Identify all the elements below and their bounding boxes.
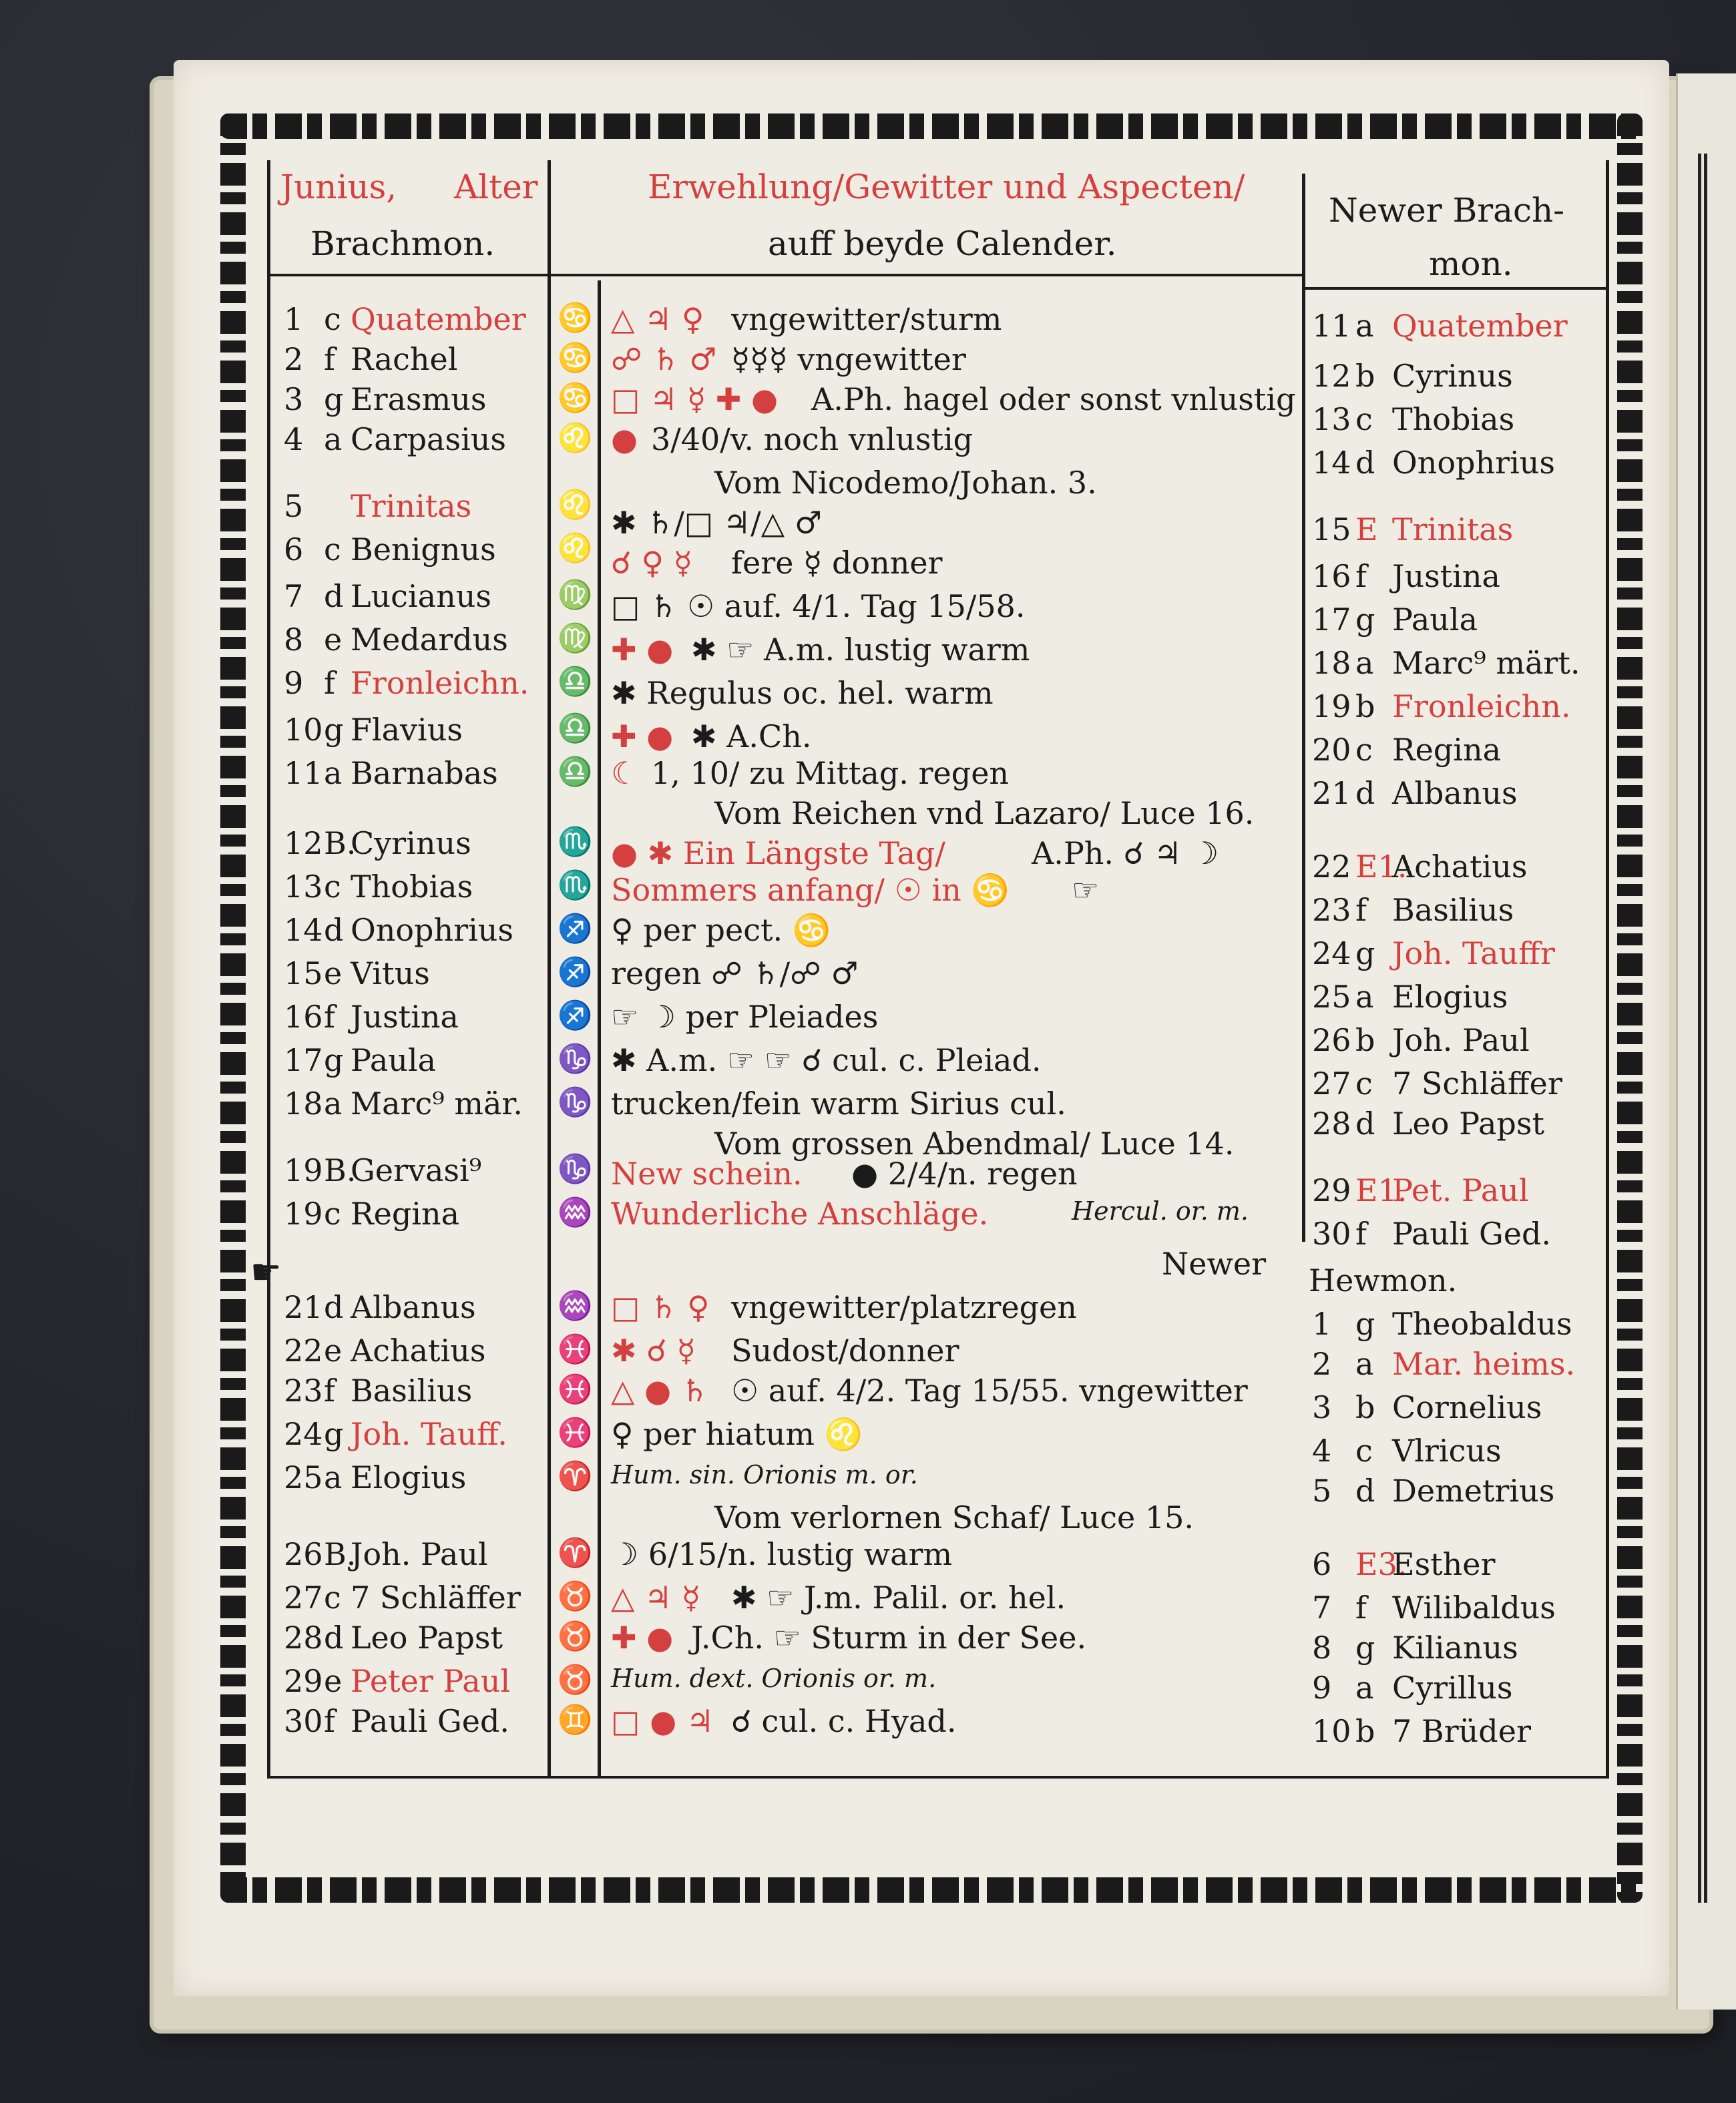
rule-header-right: [1302, 287, 1606, 290]
new-day-letter: g: [1355, 935, 1375, 971]
aspect-text: regen ☍ ♄/☍ ♂: [611, 955, 859, 991]
new-day-number: 6: [1312, 1546, 1332, 1582]
old-day-number: 16: [284, 999, 323, 1035]
new-saint-name: Hewmon.: [1309, 1262, 1458, 1299]
new-day-letter: c: [1355, 401, 1373, 437]
aspect-text: 1, 10/ zu Mittag. regen: [651, 755, 1010, 791]
new-day-letter: c: [1355, 732, 1373, 768]
new-day-number: 2: [1312, 1346, 1332, 1382]
new-day-number: 8: [1312, 1630, 1332, 1666]
aspect-symbols-red: □ ♄ ♀: [611, 1289, 710, 1325]
border-left: [220, 113, 246, 1903]
old-saint-name: Joh. Paul: [351, 1536, 488, 1572]
new-day-letter: g: [1355, 1306, 1375, 1342]
new-day-number: 23: [1312, 892, 1351, 928]
old-day-letter: c: [324, 1580, 341, 1616]
new-day-letter: E3.: [1355, 1546, 1407, 1582]
new-day-number: 29: [1312, 1172, 1351, 1208]
rule-right-edge: [1606, 160, 1609, 1776]
aspect-symbols-red: New schein.: [611, 1156, 803, 1192]
zodiac-sign-icon: ♌: [558, 488, 593, 521]
new-day-number: 19: [1312, 688, 1351, 724]
old-day-letter: d: [324, 1289, 344, 1325]
new-saint-name: Kilianus: [1392, 1630, 1518, 1666]
old-day-letter: g: [324, 1416, 344, 1452]
new-saint-name: 7 Brüder: [1392, 1713, 1531, 1749]
old-saint-name: Regina: [351, 1196, 460, 1232]
new-saint-name: Onophrius: [1392, 445, 1556, 481]
zodiac-sign-icon: ♏: [558, 869, 593, 901]
rule-header: [267, 274, 1302, 276]
old-saint-name: Basilius: [351, 1373, 473, 1409]
old-saint-name: Lucianus: [351, 578, 491, 614]
old-day-number: 4: [284, 421, 304, 457]
new-day-letter: b: [1355, 1389, 1375, 1425]
header-center-title: Erwehlung/Gewitter und Aspecten/: [648, 168, 1245, 206]
old-day-number: 30: [284, 1703, 323, 1739]
new-day-number: 24: [1312, 935, 1351, 971]
new-day-letter: d: [1355, 445, 1375, 481]
new-day-letter: b: [1355, 1022, 1375, 1058]
zodiac-sign-icon: ♎: [558, 712, 593, 744]
aspect-symbols-red: △ ● ♄: [611, 1373, 708, 1409]
new-day-letter: d: [1355, 1473, 1375, 1509]
old-saint-name: Cyrinus: [351, 825, 471, 861]
old-saint-name: Peter Paul: [351, 1663, 511, 1699]
old-saint-name: Joh. Tauff.: [351, 1416, 507, 1452]
old-day-number: 15: [284, 955, 323, 991]
zodiac-sign-icon: ♍: [558, 622, 593, 654]
old-day-number: 2: [284, 341, 304, 377]
aspect-symbols-red: ●: [611, 421, 638, 457]
aspect-symbols-red: □ ♃ ☿ ✚ ●: [611, 381, 779, 417]
aspect-text: ✱ A.m. ☞ ☞ ☌ cul. c. Pleiad.: [611, 1042, 1042, 1078]
aspect-text: vngewitter/sturm: [731, 301, 1002, 337]
old-day-number: 27: [284, 1580, 323, 1616]
old-day-number: 11: [284, 755, 323, 791]
new-day-letter: g: [1355, 602, 1375, 638]
zodiac-sign-icon: ♑: [558, 1086, 593, 1118]
new-day-letter: a: [1355, 645, 1374, 681]
old-day-number: 5: [284, 488, 304, 524]
old-saint-name: Onophrius: [351, 912, 514, 948]
aspect-text: J.Ch. ☞ Sturm in der See.: [691, 1620, 1087, 1656]
new-day-letter: d: [1355, 1106, 1375, 1142]
old-day-letter: a: [324, 421, 343, 457]
new-day-number: 28: [1312, 1106, 1351, 1142]
old-day-number: 12: [284, 825, 323, 861]
new-day-number: 13: [1312, 401, 1351, 437]
zodiac-sign-icon: ♈: [558, 1536, 593, 1569]
rule-bottom: [267, 1776, 1609, 1779]
header-right-title: Newer Brach-: [1329, 191, 1565, 230]
new-day-letter: E1.: [1355, 1172, 1407, 1208]
zodiac-sign-icon: ♑: [558, 1042, 593, 1075]
aspect-symbols-red: ✚ ●: [611, 718, 674, 754]
aspect-text: ✱ Regulus oc. hel. warm: [611, 675, 994, 711]
aspect-text: ☽ 6/15/n. lustig warm: [611, 1536, 953, 1572]
zodiac-sign-icon: ♎: [558, 755, 593, 788]
new-day-letter: E: [1355, 511, 1378, 547]
old-day-number: 10: [284, 712, 323, 748]
new-saint-name: Joh. Tauffr: [1392, 935, 1555, 971]
zodiac-sign-icon: ♐: [558, 955, 593, 988]
aspect-symbols-red: ☍ ♄ ♂: [611, 341, 717, 377]
old-day-letter: a: [324, 755, 343, 791]
old-day-letter: e: [324, 622, 343, 658]
new-saint-name: Cyrillus: [1392, 1670, 1513, 1706]
aspect-text: trucken/fein warm Sirius cul.: [611, 1086, 1066, 1122]
old-day-letter: B.: [324, 825, 357, 861]
old-day-number: 1: [284, 301, 304, 337]
new-saint-name: Theobaldus: [1392, 1306, 1572, 1342]
old-day-number: 22: [284, 1333, 323, 1369]
new-saint-name: Justina: [1392, 558, 1500, 594]
aspect-text: A.Ph. ☌ ♃ ☽: [1032, 835, 1219, 871]
new-day-letter: a: [1355, 1670, 1374, 1706]
old-saint-name: Achatius: [351, 1333, 486, 1369]
old-day-number: 7: [284, 578, 304, 614]
new-day-number: 27: [1312, 1066, 1351, 1102]
old-day-number: 19: [284, 1196, 323, 1232]
new-saint-name: Elogius: [1392, 979, 1508, 1015]
old-saint-name: Thobias: [351, 869, 473, 905]
aspect-symbols-red: ✚ ●: [611, 1620, 674, 1656]
new-saint-name: Demetrius: [1392, 1473, 1555, 1509]
aspect-symbols-red: Sommers anfang/ ☉ in ♋: [611, 872, 1010, 908]
aspect-symbols-red: Wunderliche Anschläge.: [611, 1196, 989, 1232]
old-saint-name: Paula: [351, 1042, 437, 1078]
old-day-number: 24: [284, 1416, 323, 1452]
zodiac-sign-icon: ♌: [558, 531, 593, 564]
aspect-text: ✱ ♄/□ ♃/△ ♂: [611, 505, 822, 541]
old-day-letter: d: [324, 912, 344, 948]
old-day-number: 17: [284, 1042, 323, 1078]
new-day-letter: E1.: [1355, 849, 1407, 885]
aspect-text: Vom verlornen Schaf/ Luce 15.: [714, 1499, 1195, 1536]
aspect-text: Hum. dext. Orionis or. m.: [611, 1664, 937, 1693]
old-saint-name: Flavius: [351, 712, 463, 748]
old-day-number: 25: [284, 1459, 323, 1495]
old-saint-name: Medardus: [351, 622, 508, 658]
aspect-text: ♀ per pect. ♋: [611, 912, 831, 948]
zodiac-sign-icon: ♊: [558, 1703, 593, 1736]
zodiac-sign-icon: ♎: [558, 665, 593, 698]
old-saint-name: Erasmus: [351, 381, 487, 417]
old-saint-name: Marc⁹ mär.: [351, 1086, 523, 1122]
aspect-text: Hum. sin. Orionis m. or.: [611, 1460, 918, 1489]
new-day-number: 9: [1312, 1670, 1332, 1706]
zodiac-sign-icon: ♏: [558, 825, 593, 858]
new-day-letter: b: [1355, 358, 1375, 394]
header-left-subtitle: Brachmon.: [310, 224, 495, 263]
aspect-symbols-red: ✚ ●: [611, 632, 674, 668]
old-saint-name: Barnabas: [351, 755, 498, 791]
old-day-number: 18: [284, 1086, 323, 1122]
old-day-letter: g: [324, 712, 344, 748]
pointing-hand-icon: ☛: [250, 1252, 282, 1293]
new-day-number: 12: [1312, 358, 1351, 394]
new-saint-name: Pet. Paul: [1392, 1172, 1529, 1208]
new-saint-name: Fronleichn.: [1392, 688, 1571, 724]
new-day-letter: f: [1355, 892, 1367, 928]
new-day-letter: a: [1355, 308, 1374, 344]
old-day-number: 19: [284, 1152, 323, 1188]
aspect-text: Newer: [1162, 1246, 1267, 1282]
old-saint-name: Carpasius: [351, 421, 507, 457]
new-saint-name: 7 Schläffer: [1392, 1066, 1562, 1102]
new-saint-name: Regina: [1392, 732, 1502, 768]
old-day-number: 13: [284, 869, 323, 905]
old-saint-name: Rachel: [351, 341, 458, 377]
old-day-letter: d: [324, 1620, 344, 1656]
aspect-text: Vom grossen Abendmal/ Luce 14.: [714, 1126, 1235, 1162]
zodiac-sign-icon: ♓: [558, 1416, 593, 1449]
old-day-number: 9: [284, 665, 304, 701]
aspect-text: A.Ph. hagel oder sonst vnlustig: [811, 381, 1296, 417]
new-day-number: 16: [1312, 558, 1351, 594]
aspect-text: ✱ A.Ch.: [691, 718, 812, 754]
aspect-text: 3/40/v. noch vnlustig: [651, 421, 973, 457]
old-day-letter: c: [324, 301, 341, 337]
old-saint-name: Fronleichn.: [351, 665, 529, 701]
aspect-text: vngewitter/platzregen: [731, 1289, 1077, 1325]
aspect-symbols-red: □ ● ♃: [611, 1703, 714, 1739]
zodiac-sign-icon: ♌: [558, 421, 593, 454]
new-day-number: 25: [1312, 979, 1351, 1015]
zodiac-sign-icon: ♓: [558, 1373, 593, 1405]
new-day-number: 4: [1312, 1433, 1332, 1469]
new-day-letter: d: [1355, 775, 1375, 811]
old-day-letter: B.: [324, 1152, 357, 1188]
old-saint-name: Pauli Ged.: [351, 1703, 510, 1739]
aspect-text: ☌ cul. c. Hyad.: [731, 1703, 957, 1739]
zodiac-sign-icon: ♒: [558, 1289, 593, 1322]
aspect-text: Hercul. or. m.: [1072, 1196, 1249, 1226]
rule-left-edge: [267, 160, 270, 1776]
rule-old-cal: [548, 160, 551, 1776]
new-saint-name: Marc⁹ märt.: [1392, 645, 1580, 681]
aspect-text: Sudost/donner: [731, 1333, 959, 1369]
new-saint-name: Joh. Paul: [1392, 1022, 1530, 1058]
aspect-text: ♀ per hiatum ♌: [611, 1416, 863, 1452]
new-day-letter: c: [1355, 1066, 1373, 1102]
old-day-letter: g: [324, 381, 344, 417]
new-day-letter: b: [1355, 1713, 1375, 1749]
new-day-number: 15: [1312, 511, 1351, 547]
old-saint-name: Quatember: [351, 301, 526, 337]
aspect-text: Vom Reichen vnd Lazaro/ Luce 16.: [714, 795, 1255, 831]
new-saint-name: Paula: [1392, 602, 1478, 638]
new-saint-name: Leo Papst: [1392, 1106, 1544, 1142]
old-day-letter: f: [324, 1373, 336, 1409]
old-saint-name: Elogius: [351, 1459, 467, 1495]
zodiac-sign-icon: ♋: [558, 381, 593, 414]
new-day-number: 10: [1312, 1713, 1351, 1749]
zodiac-sign-icon: ♈: [558, 1459, 593, 1492]
new-day-number: 20: [1312, 732, 1351, 768]
old-day-number: 28: [284, 1620, 323, 1656]
aspect-text: ✱ ☞ J.m. Palil. or. hel.: [731, 1580, 1066, 1616]
zodiac-sign-icon: ♋: [558, 301, 593, 334]
border-top: [220, 113, 1643, 139]
new-day-number: 22: [1312, 849, 1351, 885]
aspect-symbols-red: ✱ ☌ ☿: [611, 1333, 696, 1369]
new-day-number: 14: [1312, 445, 1351, 481]
aspect-symbols-red: △ ♃ ♀: [611, 301, 704, 337]
new-day-number: 26: [1312, 1022, 1351, 1058]
aspect-text: fere ☿ donner: [731, 545, 943, 581]
aspect-text: ☞: [1072, 872, 1100, 908]
aspect-symbols-red: ☌ ♀ ☿: [611, 545, 692, 581]
border-bottom: [220, 1877, 1643, 1903]
old-day-letter: a: [324, 1459, 343, 1495]
facing-page-edge: [1676, 73, 1736, 2010]
aspect-text: ● 2/4/n. regen: [851, 1156, 1078, 1192]
zodiac-sign-icon: ♉: [558, 1580, 593, 1612]
old-saint-name: Vitus: [351, 955, 430, 991]
old-day-letter: e: [324, 1663, 343, 1699]
aspect-text: ☞ ☽ per Pleiades: [611, 999, 879, 1035]
old-day-letter: c: [324, 869, 341, 905]
new-saint-name: Achatius: [1392, 849, 1528, 885]
new-day-letter: f: [1355, 1216, 1367, 1252]
old-saint-name: 7 Schläffer: [351, 1580, 521, 1616]
new-saint-name: Cornelius: [1392, 1389, 1542, 1425]
old-day-letter: c: [324, 531, 341, 567]
old-day-letter: a: [324, 1086, 343, 1122]
aspect-text: ✱ ☞ A.m. lustig warm: [691, 632, 1030, 668]
zodiac-sign-icon: ♉: [558, 1620, 593, 1652]
zodiac-sign-icon: ♉: [558, 1663, 593, 1696]
aspect-symbols-red: △ ♃ ☿: [611, 1580, 701, 1616]
old-saint-name: Trinitas: [351, 488, 472, 524]
aspect-symbols-red: ● ✱ Ein Längste Tag/: [611, 835, 945, 871]
aspect-text: Vom Nicodemo/Johan. 3.: [714, 465, 1097, 501]
aspect-text: ☿☿☿ vngewitter: [731, 341, 966, 377]
new-day-number: 11: [1312, 308, 1351, 344]
zodiac-sign-icon: ♍: [558, 578, 593, 611]
new-day-letter: a: [1355, 1346, 1374, 1382]
old-day-number: 14: [284, 912, 323, 948]
new-saint-name: Vlricus: [1392, 1433, 1502, 1469]
old-day-letter: d: [324, 578, 344, 614]
new-day-letter: f: [1355, 1590, 1367, 1626]
new-saint-name: Wilibaldus: [1392, 1590, 1556, 1626]
old-day-number: 26: [284, 1536, 323, 1572]
old-saint-name: Gervasi⁹: [351, 1152, 482, 1188]
old-saint-name: Albanus: [351, 1289, 476, 1325]
new-day-number: 17: [1312, 602, 1351, 638]
new-day-number: 7: [1312, 1590, 1332, 1626]
new-day-letter: f: [1355, 558, 1367, 594]
new-saint-name: Albanus: [1392, 775, 1518, 811]
old-day-letter: e: [324, 955, 343, 991]
old-day-number: 23: [284, 1373, 323, 1409]
old-day-letter: f: [324, 1703, 336, 1739]
new-day-number: 3: [1312, 1389, 1332, 1425]
old-day-letter: g: [324, 1042, 344, 1078]
rule-sign-col: [598, 280, 601, 1776]
old-day-number: 3: [284, 381, 304, 417]
aspect-text: □ ♄ ☉ auf. 4/1. Tag 15/58.: [611, 588, 1026, 624]
new-day-number: 18: [1312, 645, 1351, 681]
old-saint-name: Leo Papst: [351, 1620, 503, 1656]
new-day-number: 1: [1312, 1306, 1332, 1342]
new-day-number: 30: [1312, 1216, 1351, 1252]
new-day-number: 5: [1312, 1473, 1332, 1509]
header-old: Alter: [454, 168, 538, 206]
header-right-subtitle: mon.: [1429, 244, 1513, 283]
old-day-number: 8: [284, 622, 304, 658]
new-saint-name: Quatember: [1392, 308, 1568, 344]
old-day-letter: c: [324, 1196, 341, 1232]
new-saint-name: Thobias: [1392, 401, 1515, 437]
old-day-number: 29: [284, 1663, 323, 1699]
new-saint-name: Cyrinus: [1392, 358, 1513, 394]
old-day-letter: f: [324, 665, 336, 701]
aspect-text: ☉ auf. 4/2. Tag 15/55. vngewitter: [731, 1373, 1248, 1409]
old-day-number: 6: [284, 531, 304, 567]
new-saint-name: Mar. heims.: [1392, 1346, 1576, 1382]
old-day-letter: f: [324, 341, 336, 377]
rule-center-right: [1302, 174, 1305, 1242]
old-saint-name: Justina: [351, 999, 459, 1035]
old-day-letter: B.: [324, 1536, 357, 1572]
new-day-letter: b: [1355, 688, 1375, 724]
zodiac-sign-icon: ♒: [558, 1196, 593, 1228]
zodiac-sign-icon: ♋: [558, 341, 593, 374]
header-center-subtitle: auff beyde Calender.: [768, 224, 1117, 263]
new-day-letter: c: [1355, 1433, 1373, 1469]
old-day-number: 21: [284, 1289, 323, 1325]
zodiac-sign-icon: ♐: [558, 999, 593, 1031]
border-right: [1617, 113, 1643, 1903]
header-month: Junius,: [280, 168, 397, 206]
zodiac-sign-icon: ♓: [558, 1333, 593, 1365]
new-saint-name: Trinitas: [1392, 511, 1514, 547]
new-day-letter: a: [1355, 979, 1374, 1015]
old-day-letter: e: [324, 1333, 343, 1369]
new-saint-name: Esther: [1392, 1546, 1496, 1582]
new-saint-name: Basilius: [1392, 892, 1514, 928]
new-saint-name: Pauli Ged.: [1392, 1216, 1552, 1252]
new-day-number: 21: [1312, 775, 1351, 811]
old-day-letter: f: [324, 999, 336, 1035]
aspect-symbols-red: ☾: [611, 755, 639, 791]
zodiac-sign-icon: ♐: [558, 912, 593, 945]
old-saint-name: Benignus: [351, 531, 496, 567]
new-day-letter: g: [1355, 1630, 1375, 1666]
zodiac-sign-icon: ♑: [558, 1152, 593, 1185]
